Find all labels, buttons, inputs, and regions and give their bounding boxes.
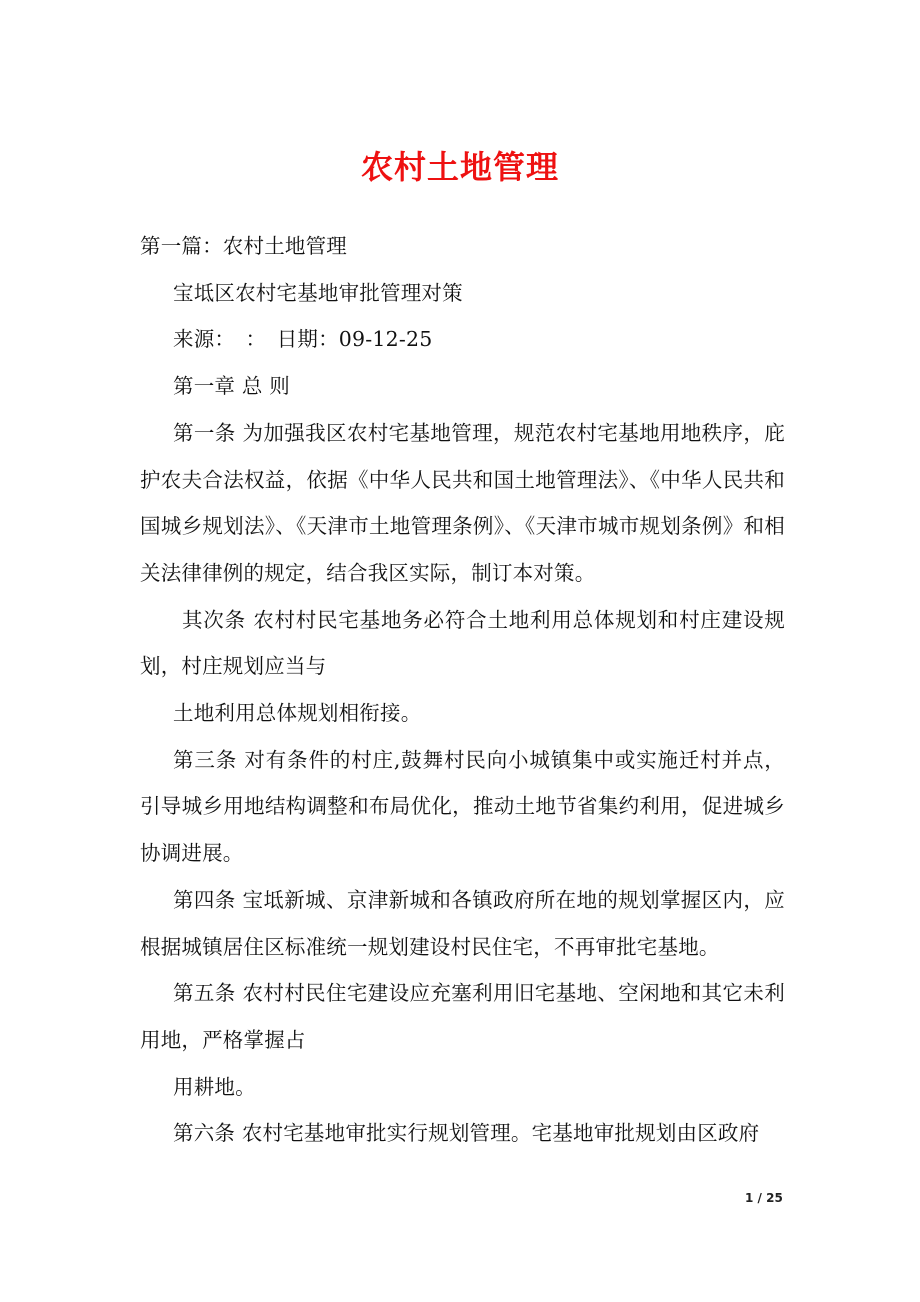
subtitle: 宝坻区农村宅基地审批管理对策 (173, 280, 463, 305)
article-5: 第五条 农村村民住宅建设应充塞利用旧宅基地、空闲地和其它未利用地，严格掌握占 (140, 981, 785, 1052)
document-title: 农村土地管理 (360, 148, 559, 186)
article-6: 第六条 农村宅基地审批实行规划管理。宅基地审批规划由区政府 (173, 1121, 760, 1146)
page-number: 1 / 25 (745, 1191, 783, 1205)
chapter-heading: 第一章 总 则 (173, 374, 290, 399)
article-4: 第四条 宝坻新城、京津新城和各镇政府所在地的规划掌握区内，应根据城镇居住区标准统一规划建设村民住宅，不再审批宅基地。 (140, 887, 785, 959)
article-2: 其次条 农村村民宅基地务必符合土地利用总体规划和村庄建设规划，村庄规划应当与 (140, 607, 785, 679)
article-2-continued: 土地利用总体规划相衔接。 (173, 701, 422, 726)
source-date-line: 来源： ： 日期：09-12-25 (173, 327, 433, 352)
section-heading: 第一篇：农村土地管理 (140, 234, 347, 258)
article-3: 第三条 对有条件的村庄,鼓舞村民向小城镇集中或实施迁村并点，引导城乡用地结构调整和布局优化，推动土地节省集约利用，促进城乡协调进展。 (140, 747, 785, 866)
article-1: 第一条 为加强我区农村宅基地管理，规范农村宅基地用地秩序，庇护农夫合法权益，依据《中华人民共和国土地管理法》、《中华人民共和国城乡规划法》、《天津市土地管理条例》、《天津市城市规划条例》和相关法律律例的规定，结合我区实际，制订本对策。 (140, 420, 785, 585)
document-body (140, 223, 785, 1157)
article-5-continued: 用耕地。 (173, 1074, 256, 1099)
